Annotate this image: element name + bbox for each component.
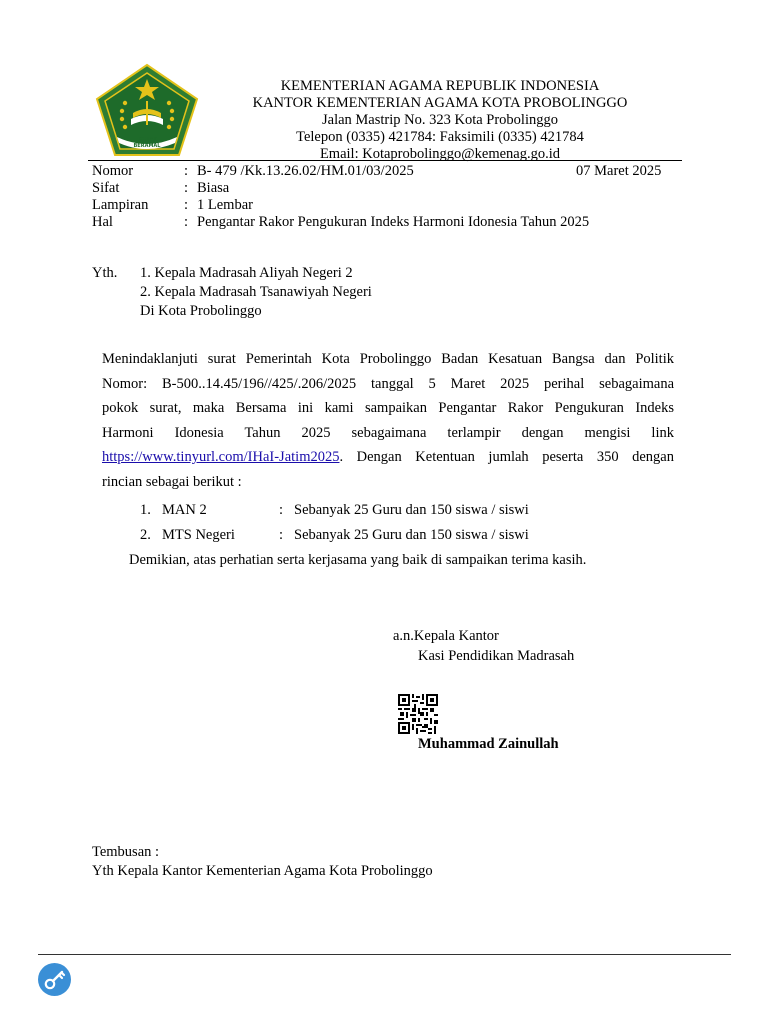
recipient-location: Di Kota Probolinggo — [140, 303, 262, 319]
list-item-num: 2. — [140, 527, 151, 543]
kemenag-logo — [95, 63, 199, 157]
nomor-label: Nomor — [92, 163, 134, 179]
list-item-num: 1. — [140, 502, 151, 518]
nomor-colon: : — [184, 163, 189, 179]
letterhead-divider — [88, 160, 682, 161]
letterhead-ministry: KEMENTERIAN AGAMA REPUBLIK INDONESIA — [280, 78, 600, 94]
list-item-name: MTS Negeri — [162, 527, 235, 543]
letterhead-email: Email: Kotaprobolinggo@kemenag.go.id — [319, 146, 561, 162]
body-line-1: Menindaklanjuti surat Pemerintah Kota Probolinggo Badan Kesatuan Bangsa dan Politik — [102, 351, 674, 367]
body-line-2: Nomor: B-500..14.45/196//425/.206/2025 tanggal 5 Maret 2025 perihal sebagaimana — [102, 375, 674, 392]
closing-text: Demikian, atas perhatian serta kerjasama yang baik di sampaikan terima kasih. — [129, 552, 587, 568]
body-line-3: pokok surat, maka Bersama ini kami sampaikan Pengantar Rakor Pengukuran Indeks — [102, 400, 674, 416]
lampiran-label: Lampiran — [92, 197, 149, 213]
lampiran-value: 1 Lembar — [197, 197, 253, 213]
body-line-5-rest: . Dengan Ketentuan jumlah peserta 350 dengan — [339, 449, 674, 465]
tembusan-label: Tembusan : — [92, 844, 160, 860]
logo-motto: IKHLAS BERAMAL — [133, 137, 161, 149]
qr-code-signature — [398, 694, 438, 734]
sifat-value: Biasa — [197, 180, 230, 196]
letter-date: 07 Maret 2025 — [576, 163, 662, 179]
yth-label: Yth. — [92, 265, 118, 281]
body-line-4: Harmoni Idonesia Tahun 2025 sebagaimana terlampir dengan mengisi link — [102, 424, 674, 441]
recipient-1: 1. Kepala Madrasah Aliyah Negeri 2 — [140, 265, 353, 281]
hal-label: Hal — [92, 214, 113, 230]
signature-position: Kasi Pendidikan Madrasah — [418, 648, 575, 664]
list-item-name: MAN 2 — [162, 502, 207, 518]
key-icon[interactable] — [38, 963, 71, 996]
body-line-5 — [102, 445, 674, 470]
nomor-value: B- 479 /Kk.13.26.02/HM.01/03/2025 — [197, 163, 414, 179]
letterhead-phone: Telepon (0335) 421784: Faksimili (0335) 421784 — [296, 129, 584, 145]
hal-colon: : — [184, 214, 189, 230]
list-item-detail: Sebanyak 25 Guru dan 150 siswa / siswi — [294, 502, 529, 518]
body-paragraph — [102, 347, 674, 494]
hal-value: Pengantar Rakor Pengukuran Indeks Harmoni Idonesia Tahun 2025 — [197, 214, 590, 230]
list-item-colon: : — [279, 502, 284, 518]
list-item-detail: Sebanyak 25 Guru dan 150 siswa / siswi — [294, 527, 529, 543]
recipient-2: 2. Kepala Madrasah Tsanawiyah Negeri — [140, 284, 372, 300]
letterhead-address: Jalan Mastrip No. 323 Kota Probolinggo — [321, 112, 558, 128]
list-item-colon: : — [279, 527, 284, 543]
page-bottom-divider — [38, 954, 731, 955]
sifat-label: Sifat — [92, 180, 120, 196]
lampiran-colon: : — [184, 197, 189, 213]
form-link[interactable]: https://www.tinyurl.com/IHaI-Jatim2025 — [102, 449, 340, 465]
signature-on-behalf: a.n.Kepala Kantor — [393, 628, 499, 644]
letterhead-office: KANTOR KEMENTERIAN AGAMA KOTA PROBOLINGGO — [252, 95, 628, 111]
sifat-colon: : — [184, 180, 189, 196]
tembusan-item: Yth Kepala Kantor Kementerian Agama Kota Probolinggo — [92, 863, 433, 879]
body-line-6: rincian sebagai berikut : — [102, 473, 242, 490]
signatory-name: Muhammad Zainullah — [418, 736, 559, 752]
